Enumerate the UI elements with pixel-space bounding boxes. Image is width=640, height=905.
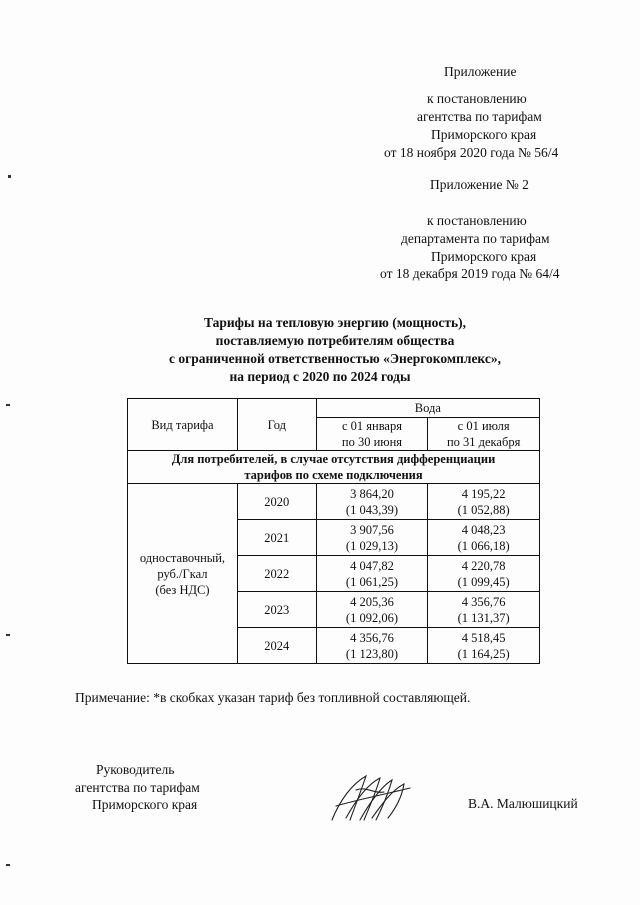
scan-speck xyxy=(8,175,11,178)
heading-line: поставляемую потребителям общества xyxy=(215,333,455,348)
appendix-title: Приложение xyxy=(444,64,517,79)
value-cell: 4 220,78 (1 099,45) xyxy=(428,556,540,592)
year-cell: 2022 xyxy=(237,556,316,592)
year-cell: 2021 xyxy=(237,520,316,556)
appendix2-title: Приложение № 2 xyxy=(430,177,529,192)
heading-line: на период с 2020 по 2024 годы xyxy=(229,369,411,384)
footnote: Примечание: *в скобках указан тариф без топливной составляющей. xyxy=(75,690,471,705)
header-water: Вода xyxy=(316,399,539,418)
scan-speck xyxy=(6,864,10,866)
handwritten-signature xyxy=(326,770,416,826)
year-cell: 2024 xyxy=(237,628,316,664)
value-cell: 4 518,45 (1 164,25) xyxy=(428,628,540,664)
value-cell: 4 195,22 (1 052,88) xyxy=(428,484,540,520)
header-period-2: с 01 июля по 31 декабря xyxy=(428,418,540,451)
heading-line: с ограниченной ответственностью «Энергокомплекс», xyxy=(169,351,501,366)
tariff-kind-cell: одноставочный, руб./Гкал (без НДС) xyxy=(128,484,238,664)
signer-role: Приморского края xyxy=(92,797,198,812)
appendix-line: к постановлению xyxy=(427,91,527,106)
header-period-1: с 01 января по 30 июня xyxy=(316,418,428,451)
signer-name: В.А. Малюшицкий xyxy=(468,796,578,811)
value-cell: 4 205,36 (1 092,06) xyxy=(316,592,428,628)
value-cell: 4 048,23 (1 066,18) xyxy=(428,520,540,556)
value-cell: 3 864,20 (1 043,39) xyxy=(316,484,428,520)
signer-role: Руководитель xyxy=(96,762,175,777)
scan-speck xyxy=(6,634,10,636)
scan-speck xyxy=(6,404,10,406)
appendix2-line: Приморского края xyxy=(431,249,537,264)
value-cell: 4 047,82 (1 061,25) xyxy=(316,556,428,592)
signer-role: агентства по тарифам xyxy=(75,780,200,795)
value-cell: 4 356,76 (1 123,80) xyxy=(316,628,428,664)
appendix-line: агентства по тарифам xyxy=(417,109,542,124)
header-kind: Вид тарифа xyxy=(128,399,238,451)
section-header: Для потребителей, в случае отсутствия дифференциации тарифов по схеме подключения xyxy=(128,451,540,484)
year-cell: 2020 xyxy=(237,484,316,520)
value-cell: 4 356,76 (1 131,37) xyxy=(428,592,540,628)
heading-line: Тарифы на тепловую энергию (мощность), xyxy=(203,315,467,330)
appendix-line: от 18 ноября 2020 года № 56/4 xyxy=(384,145,559,160)
header-year: Год xyxy=(237,399,316,451)
tariff-table xyxy=(127,398,540,664)
appendix2-line: от 18 декабря 2019 года № 64/4 xyxy=(380,266,560,281)
appendix2-line: департамента по тарифам xyxy=(401,231,550,246)
appendix-line: Приморского края xyxy=(431,127,537,142)
signature-stroke xyxy=(360,780,392,820)
year-cell: 2023 xyxy=(237,592,316,628)
appendix2-line: к постановлению xyxy=(427,213,527,228)
value-cell: 3 907,56 (1 029,13) xyxy=(316,520,428,556)
